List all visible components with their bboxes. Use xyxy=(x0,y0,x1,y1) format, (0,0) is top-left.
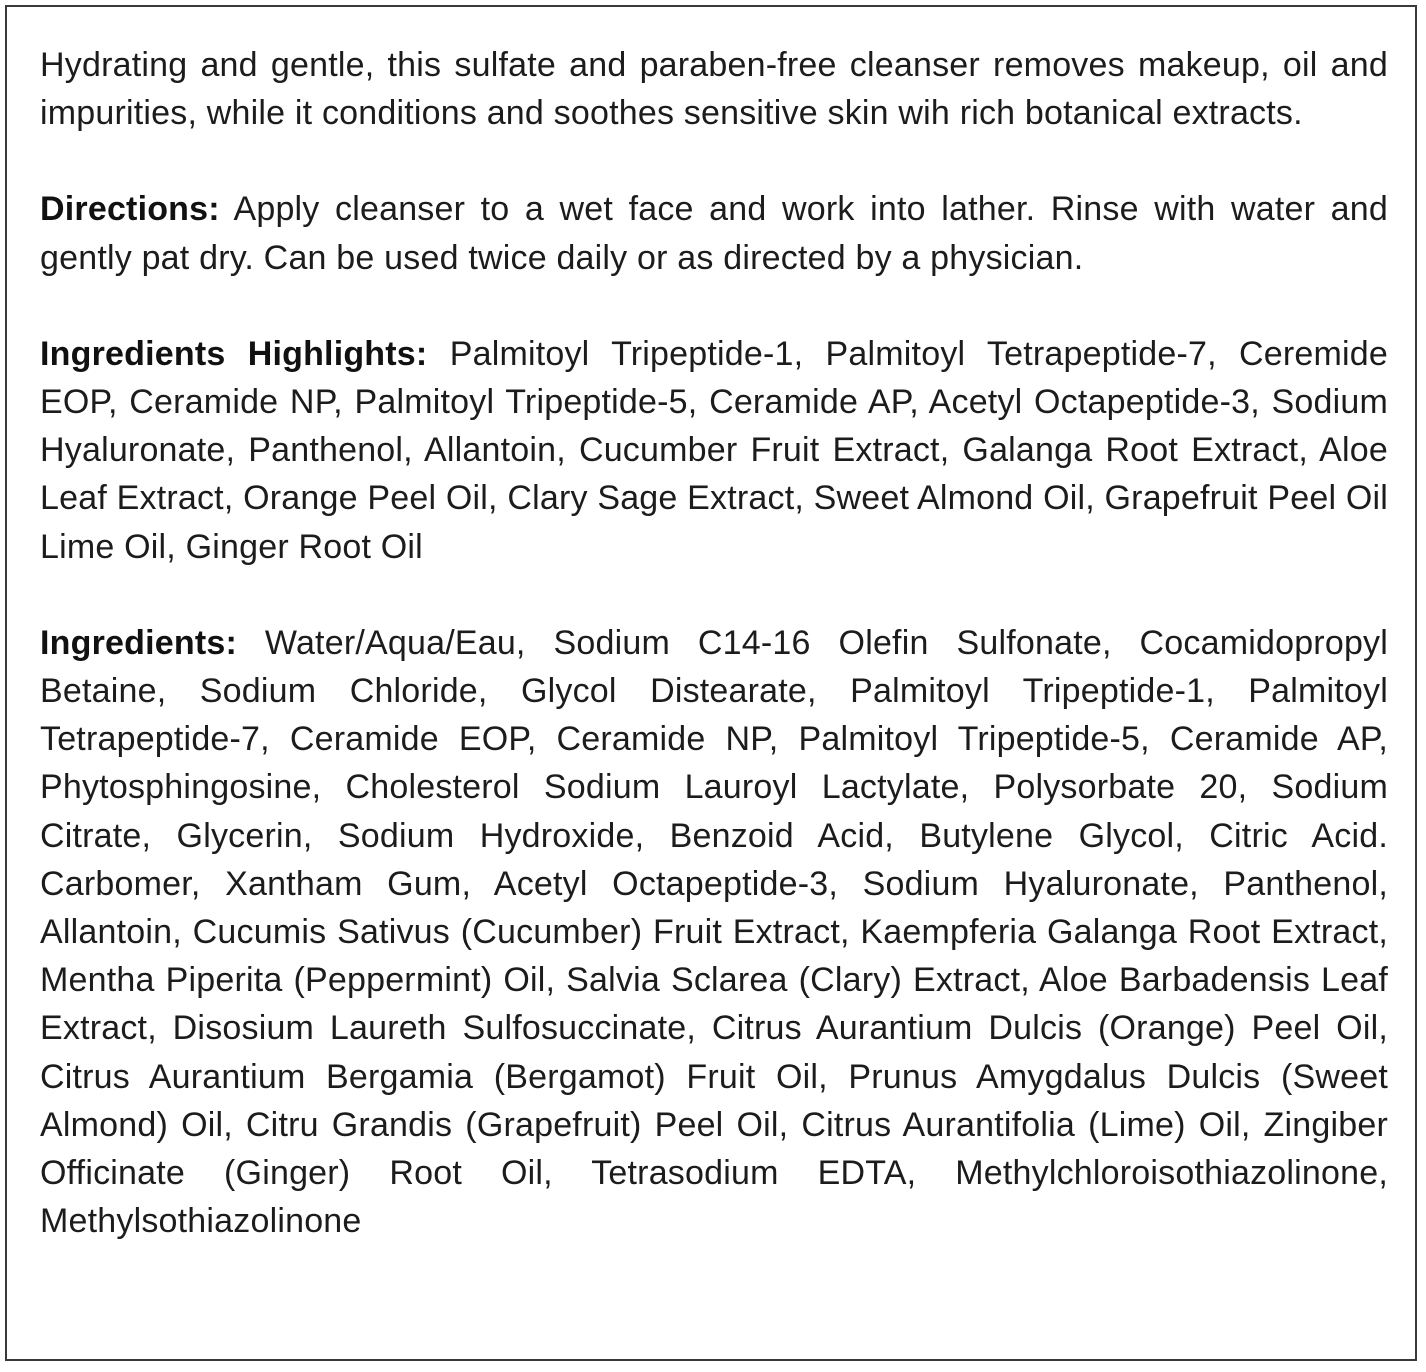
product-info-panel xyxy=(5,5,1417,1361)
product-info-content xyxy=(40,41,1388,1293)
highlights-text: Palmitoyl Tripeptide-1, Palmitoyl Tetrapeptide-7, Ceremide EOP, Ceramide NP, Palmitoyl Tripeptide-5, Ceramide AP, Acetyl Octapeptide-3, Sodium Hyaluronate, Panthenol, Allantoin, Cucumber Fruit Extract, Galanga Root Extract, Aloe Leaf Extract, Orange Peel Oil, Clary Sage Extract, Sweet Almond Oil, Grapefruit Peel Oil Lime Oil, Ginger Root Oil xyxy=(40,334,1388,566)
ingredients-text: Water/Aqua/Eau, Sodium C14-16 Olefin Sulfonate, Cocamidopropyl Betaine, Sodium Chloride, Glycol Distearate, Palmitoyl Tripeptide-1, Palmitoyl Tetrapeptide-7, Ceramide EOP, Ceramide NP, Palmitoyl Tripeptide-5, Ceramide AP, Phytosphingosine, Cholesterol Sodium Lauroyl Lactylate, Polysorbate 20, Sodium Citrate, Glycerin, Sodium Hydroxide, Benzoid Acid, Butylene Glycol, Citric Acid. Carbomer, Xantham Gum, Acetyl Octapeptide-3, Sodium Hyaluronate, Panthenol, Allantoin, Cucumis Sativus (Cucumber) Fruit Extract, Kaempferia Galanga Root Extract, Mentha Piperita (Peppermint) Oil, Salvia Sclarea (Clary) Extract, Aloe Barbadensis Leaf Extract, Disosium Laureth Sulfosuccinate, Citrus Aurantium Dulcis (Orange) Peel Oil, Citrus Aurantium Bergamia (Bergamot) Fruit Oil, Prunus Amygdalus Dulcis (Sweet Almond) Oil, Citru Grandis (Grapefruit) Peel Oil, Citrus Aurantifolia (Lime) Oil, Zingiber Officinate (Ginger) Root Oil, Tetrasodium EDTA, Methylchloroisothiazolinone, Methylsothiazolinone xyxy=(40,623,1389,1241)
ingredients-paragraph xyxy=(40,619,1388,1246)
description-paragraph xyxy=(40,41,1388,137)
ingredients-label: Ingredients: xyxy=(40,623,237,662)
description-text: Hydrating and gentle, this sulfate and paraben-free cleanser removes makeup, oil and impurities, while it conditions and soothes sensitive skin wih rich botanical extracts. xyxy=(40,46,1388,133)
directions-text: Apply cleanser to a wet face and work into lather. Rinse with water and gently pat dry. Can be used twice daily or as directed by a physician. xyxy=(40,190,1388,277)
directions-paragraph xyxy=(40,185,1388,281)
highlights-label: Ingredients Highlights: xyxy=(40,334,428,373)
directions-label: Directions: xyxy=(40,190,220,229)
highlights-paragraph xyxy=(40,330,1388,571)
